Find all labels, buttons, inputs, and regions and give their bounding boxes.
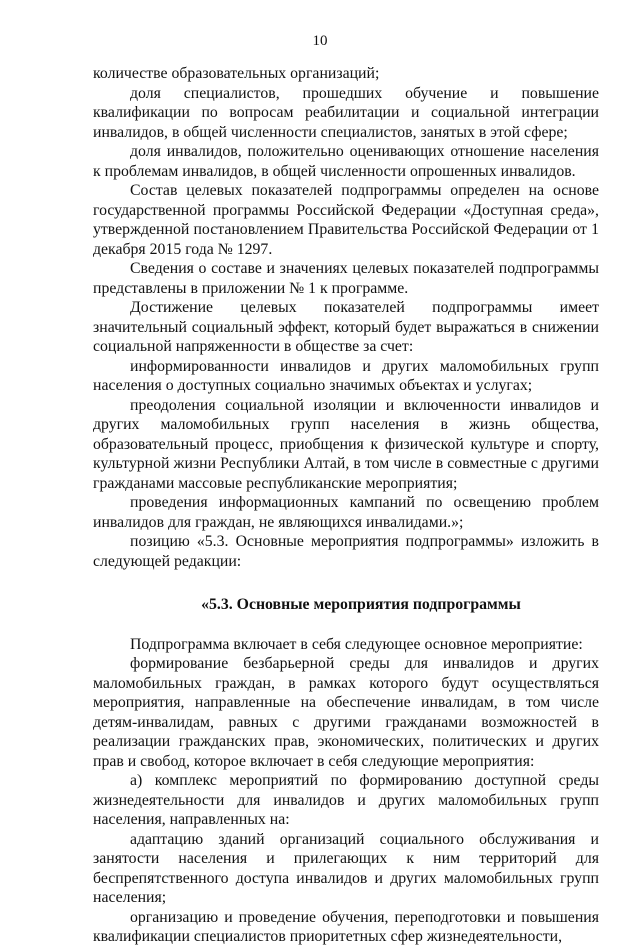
paragraph: доля инвалидов, положительно оценивающих отношение населения к проблемам инвалидов, в общей численности опрошенных инвалидов. <box>93 143 599 180</box>
paragraph: количестве образовательных организаций; <box>93 65 380 82</box>
paragraph: формирование безбарьерной среды для инвалидов и других маломобильных граждан, в рамках которого будут осуществляться мероприятия, направленные на обеспечение инвалидам, в том числе детям-инвалидам, равных с другими гражданами возможностей в реализации гражданских прав, экономических, политических и других прав и свобод, которое включает в себя следующие мероприятия: <box>93 655 599 770</box>
section-heading: «5.3. Основные мероприятия подпрограммы <box>201 596 521 613</box>
paragraph: преодоления социальной изоляции и включенности инвалидов и других маломобильных групп населения в жизнь общества, образовательный процесс, приобщения к физической культуре и спорту, культурной жизни Республики Алтай, в том числе в совместные с другими гражданами массовые республиканские мероприятия; <box>93 396 599 492</box>
paragraph: а) комплекс мероприятий по формированию доступной среды жизнедеятельности для инвалидов и других маломобильных групп населения, направленных на: <box>93 772 599 828</box>
paragraph: Состав целевых показателей подпрограммы определен на основе государственной программы Российской Федерации «Доступная среда», утвержденной постановлением Правительства Российской Федерации от 1 декабря 2015 года № 1297. <box>93 182 599 258</box>
paragraph: адаптацию зданий организаций социального обслуживания и занятости населения и прилегающих к ним территорий для беспрепятственного доступа инвалидов и других маломобильных групп населения; <box>93 830 599 906</box>
paragraph: проведения информационных кампаний по освещению проблем инвалидов для граждан, не являющихся инвалидами.»; <box>93 494 599 531</box>
paragraph: доля специалистов, прошедших обучение и повышение квалификации по вопросам реабилитации и социальной интеграции инвалидов, в общей численности специалистов, занятых в этой сфере; <box>93 84 599 141</box>
heading-spacer <box>93 615 599 635</box>
paragraph: Сведения о составе и значениях целевых показателей подпрограммы представлены в приложении № 1 к программе. <box>93 260 599 297</box>
paragraph: организацию и проведение обучения, переподготовки и повышения квалификации специалистов приоритетных сфер жизнедеятельности, <box>93 908 599 945</box>
page-number: 10 <box>312 33 328 49</box>
document-body <box>93 64 599 947</box>
paragraph: Подпрограмма включает в себя следующее основное мероприятие: <box>130 635 583 653</box>
paragraph: Достижение целевых показателей подпрограммы имеет значительный социальный эффект, который будет выражаться в снижении социальной напряженности в обществе за счет: <box>93 299 599 355</box>
paragraph: информированности инвалидов и других маломобильных групп населения о доступных социально значимых объектах и услугах; <box>93 357 599 394</box>
paragraph: позицию «5.3. Основные мероприятия подпрограммы» изложить в следующей редакции: <box>93 533 599 570</box>
